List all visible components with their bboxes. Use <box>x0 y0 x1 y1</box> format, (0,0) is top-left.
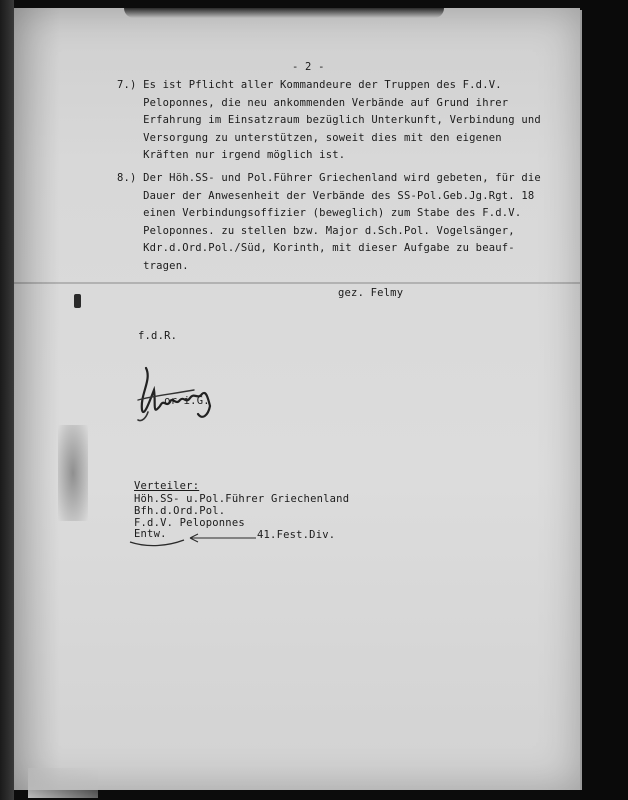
signer-rank: or i.G. <box>138 395 210 407</box>
page-corner <box>28 768 98 798</box>
distribution-reference: 41.Fest.Div. <box>257 529 336 541</box>
paragraph-7: 7.) Es ist Pflicht aller Kommandeure der Truppen des F.d.V. Peloponnes, die neu ankommenden Verbände auf Grund ihrer Erfahrung im Einsatzraum bezüglich Unterkunft, Verbindung und Versorgung zu unterstützen, soweit dies mit den eigenen Kräften nur irgend möglich ist. <box>117 79 541 161</box>
binding-shadow <box>124 8 444 18</box>
distribution-list: Höh.SS- u.Pol.Führer Griechenland Bfh.d.Ord.Pol. F.d.V. Peloponnes Entw. <box>134 493 350 541</box>
handwritten-signature <box>132 360 216 424</box>
signed-by: gez. Felmy <box>338 287 404 299</box>
distribution-title: Verteiler: <box>134 480 200 492</box>
ink-mark <box>74 294 81 308</box>
page-number: - 2 - <box>292 61 325 73</box>
paragraph-8: 8.) Der Höh.SS- und Pol.Führer Griechenland wird gebeten, für die Dauer der Anwesenheit der Verbände des SS-Pol.Geb.Jg.Rgt. 18 einen Verbindungsoffizier (beweglich) zum Stabe des F.d.V. Peloponnes. zu stellen bzw. Major d.Sch.Pol. Vogelsänger, Kdr.d.Ord.Pol./Süd, Korinth, mit dieser Aufgabe zu beauf- tragen. <box>117 172 541 272</box>
scan-border-right <box>580 0 628 800</box>
certification-mark: f.d.R. <box>138 330 178 342</box>
fold-line <box>14 282 580 284</box>
document-page <box>14 8 580 790</box>
scan-shadow-left <box>0 0 14 800</box>
scan-smudge <box>58 425 88 521</box>
handwritten-arrow <box>128 528 268 550</box>
